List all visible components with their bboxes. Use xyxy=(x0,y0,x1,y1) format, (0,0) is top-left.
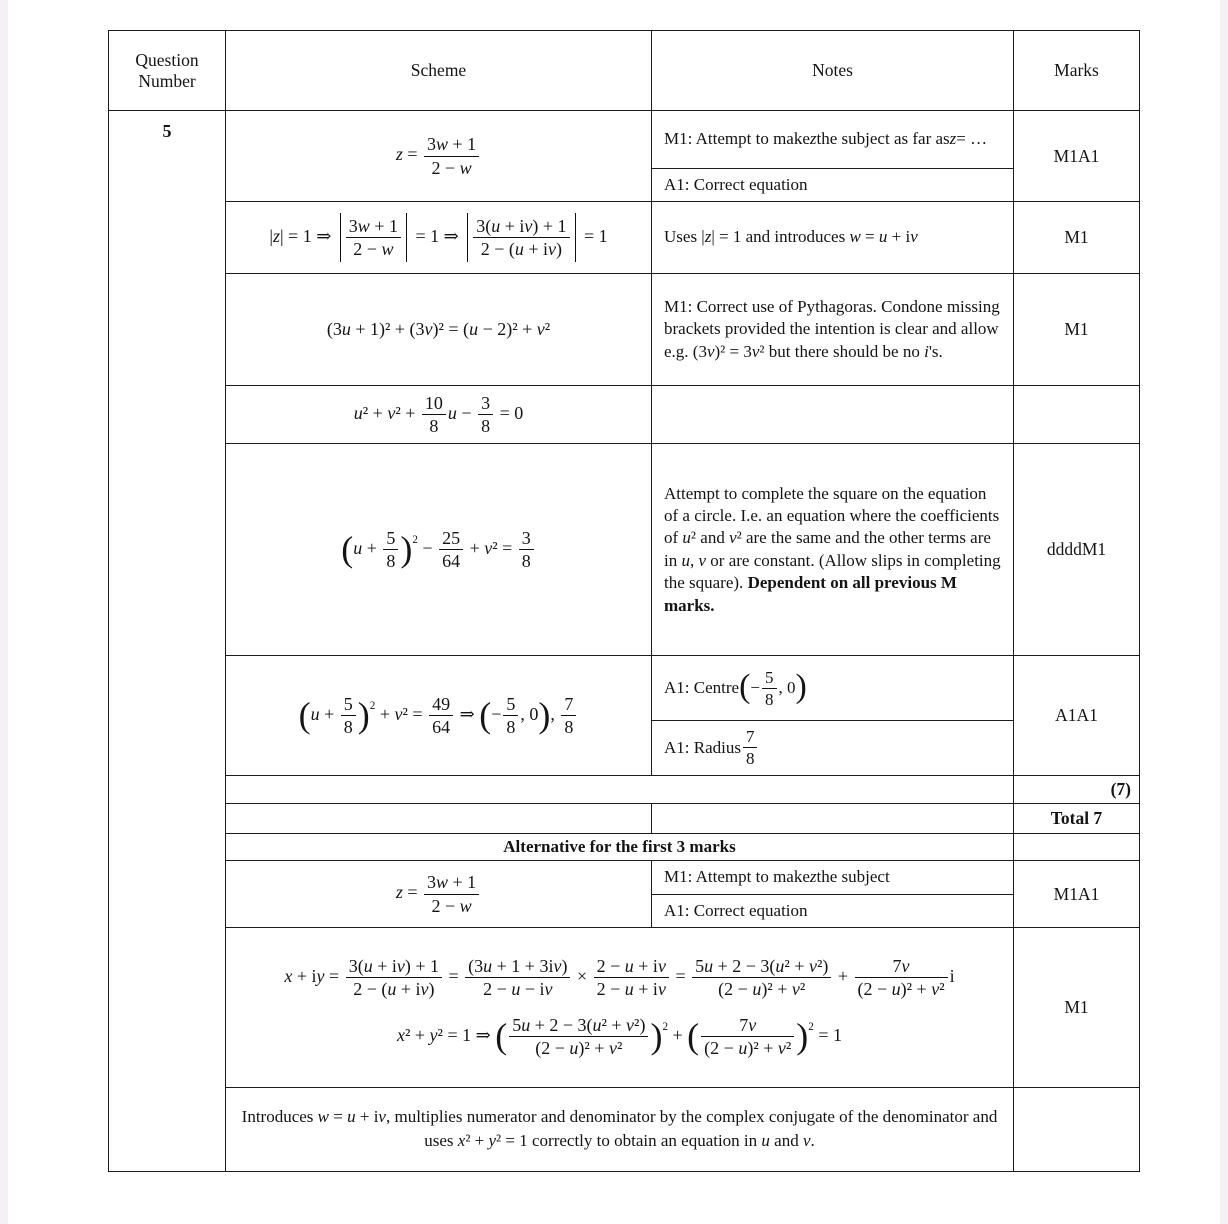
header-question-number: Question Number xyxy=(109,31,226,111)
equation-alt-squared: x² + y² = 1 ⇒ ( $\frac{\text{5u + 2 − 3(u² + v²)}}{\text{(2 − u)² + v²}}$ )$^2$ + ( $\frac{7v}{\text{(2 − u)² + v²}}$ )$^2$ = 1 xyxy=(396,1015,843,1059)
header-scheme: Scheme xyxy=(226,31,652,111)
equation-modulus: |z| = 1 ⇒ $\frac{3w + 1}{2 - w}$ = 1 ⇒ $\frac{3(u + iv) + 1}{2 - (u + iv)}$ = 1 xyxy=(234,213,643,262)
table-row-alt-summary xyxy=(109,1087,1140,1171)
alternative-summary-cell xyxy=(226,1087,1014,1171)
table-row-step6 xyxy=(109,656,1140,776)
scheme-cell-step5 xyxy=(226,444,652,656)
note-m1-attempt: M1: Attempt to make z the subject as far as z = … xyxy=(664,129,988,149)
mark-scheme-table xyxy=(108,30,1140,1172)
note-radius: A1: Radius 7 8 xyxy=(652,720,1013,775)
equation-alt-z-subject: z = $\frac{3w + 1}{2 - w}$ xyxy=(234,871,643,916)
document-page xyxy=(8,0,1220,1224)
notes-cell-step3 xyxy=(652,274,1014,386)
question-number-cell: 5 xyxy=(109,111,226,1172)
alternative-title-marks-empty xyxy=(1014,834,1140,861)
marks-cell-step6: A1A1 xyxy=(1014,656,1140,776)
note-alt-a1: A1: Correct equation xyxy=(652,894,1013,927)
scheme-cell-step2 xyxy=(226,202,652,274)
equation-pythagoras: (3u + 1)² + (3v)² = (u − 2)² + v² xyxy=(326,319,551,340)
equation-circle-expanded: u² + v² + $\frac{10}{8}$ u − $\frac{3}{8}$ = 0 xyxy=(353,393,524,437)
note-alt-m1: M1: Attempt to make z the subject xyxy=(664,867,890,887)
total-notes-empty-cell xyxy=(652,804,1014,834)
equation-z-subject: z = $\frac{3w + 1}{2 - w}$ xyxy=(234,133,643,178)
scheme-cell-alt1 xyxy=(226,861,652,927)
table-row-total xyxy=(109,804,1140,834)
subtotal-spacer-cell xyxy=(226,776,1014,804)
equation-complete-square: (u + $\frac{5}{8}$ )$^2$ − $\frac{25}{64}$ + v² = $\frac{3}{8}$ xyxy=(234,527,643,572)
header-marks: Marks xyxy=(1014,31,1140,111)
notes-cell-alt1 xyxy=(652,861,1014,927)
page-edge-right xyxy=(1220,0,1228,1224)
scheme-cell-step1 xyxy=(226,111,652,202)
scheme-cell-alt2 xyxy=(226,927,1014,1087)
table-row-subtotal xyxy=(109,776,1140,804)
table-row-step4 xyxy=(109,386,1140,444)
header-notes: Notes xyxy=(652,31,1014,111)
note-uses-modulus: Uses |z| = 1 and introduces w = u + iv xyxy=(664,227,918,247)
table-row-alt-step2 xyxy=(109,927,1140,1087)
note-a1-correct: A1: Correct equation xyxy=(652,168,1013,201)
table-row-alt-step1 xyxy=(109,861,1140,927)
scheme-cell-step3 xyxy=(226,274,652,386)
note-complete-square: Attempt to complete the square on the equation of a circle. I.e. an equation where the coefficients of u² and v² are the same and the other terms are in u, v or are constant. (Allow slips in completing the square). Dependent on all previous M marks. xyxy=(664,483,1001,615)
marks-cell-step1: M1A1 xyxy=(1014,111,1140,202)
page-edge-left xyxy=(0,0,8,1224)
table-row-alternative-title xyxy=(109,834,1140,861)
table-row-step2 xyxy=(109,202,1140,274)
notes-cell-step6 xyxy=(652,656,1014,776)
table-row-step3 xyxy=(109,274,1140,386)
notes-cell-step4-empty xyxy=(652,386,1014,444)
table-header-row xyxy=(109,31,1140,111)
marks-cell-step2: M1 xyxy=(1014,202,1140,274)
alternative-title: Alternative for the first 3 marks xyxy=(226,834,1014,861)
alternative-summary-text: Introduces w = u + iv, multiplies numerator and denominator by the complex conjugate of the denominator and uses x² + y² = 1 correctly to obtain an equation in u and v. xyxy=(241,1107,998,1151)
subtotal-marks-cell: (7) xyxy=(1014,776,1140,804)
marks-cell-step3: M1 xyxy=(1014,274,1140,386)
table-row-step5 xyxy=(109,444,1140,656)
total-scheme-empty-cell xyxy=(226,804,652,834)
note-pythagoras: M1: Correct use of Pythagoras. Condone missing brackets provided the intention is clear and allow e.g. (3v)² = 3v² but there should be no i's. xyxy=(664,296,1000,361)
scheme-cell-step6 xyxy=(226,656,652,776)
notes-cell-step1 xyxy=(652,111,1014,202)
marks-cell-alt2: M1 xyxy=(1014,927,1140,1087)
marks-cell-step4-empty xyxy=(1014,386,1140,444)
notes-cell-step2 xyxy=(652,202,1014,274)
total-marks-cell: Total 7 xyxy=(1014,804,1140,834)
note-centre: A1: Centre ( − 5 8 , 0 ) xyxy=(664,667,807,709)
equation-alt-conjugate: x + iy = $\frac{3(u + iv) + 1}{2 - (u + iv)}$ = $\frac{(3u + 1 + 3iv)}{2 - u - iv}$ × $\frac{2 - u + iv}{2 - u + iv}$ = $\frac{\text{5u + 2 − 3(u² + v²)}}{\text{(2 − u)² + v²}}$ + $\frac{7v}{\text{(2 − u)² + v²}}$ i xyxy=(284,955,955,999)
scheme-cell-step4 xyxy=(226,386,652,444)
notes-cell-step5 xyxy=(652,444,1014,656)
marks-cell-step5: ddddM1 xyxy=(1014,444,1140,656)
alternative-summary-marks-empty xyxy=(1014,1087,1140,1171)
equation-centre-radius: (u + $\frac{5}{8}$ )$^2$ + v² = $\frac{49}{64}$ ⇒ (− $\frac{5}{8}$ , 0), $\frac{7}{8}$ xyxy=(234,693,643,738)
marks-cell-alt1: M1A1 xyxy=(1014,861,1140,927)
table-row-step1 xyxy=(109,111,1140,202)
